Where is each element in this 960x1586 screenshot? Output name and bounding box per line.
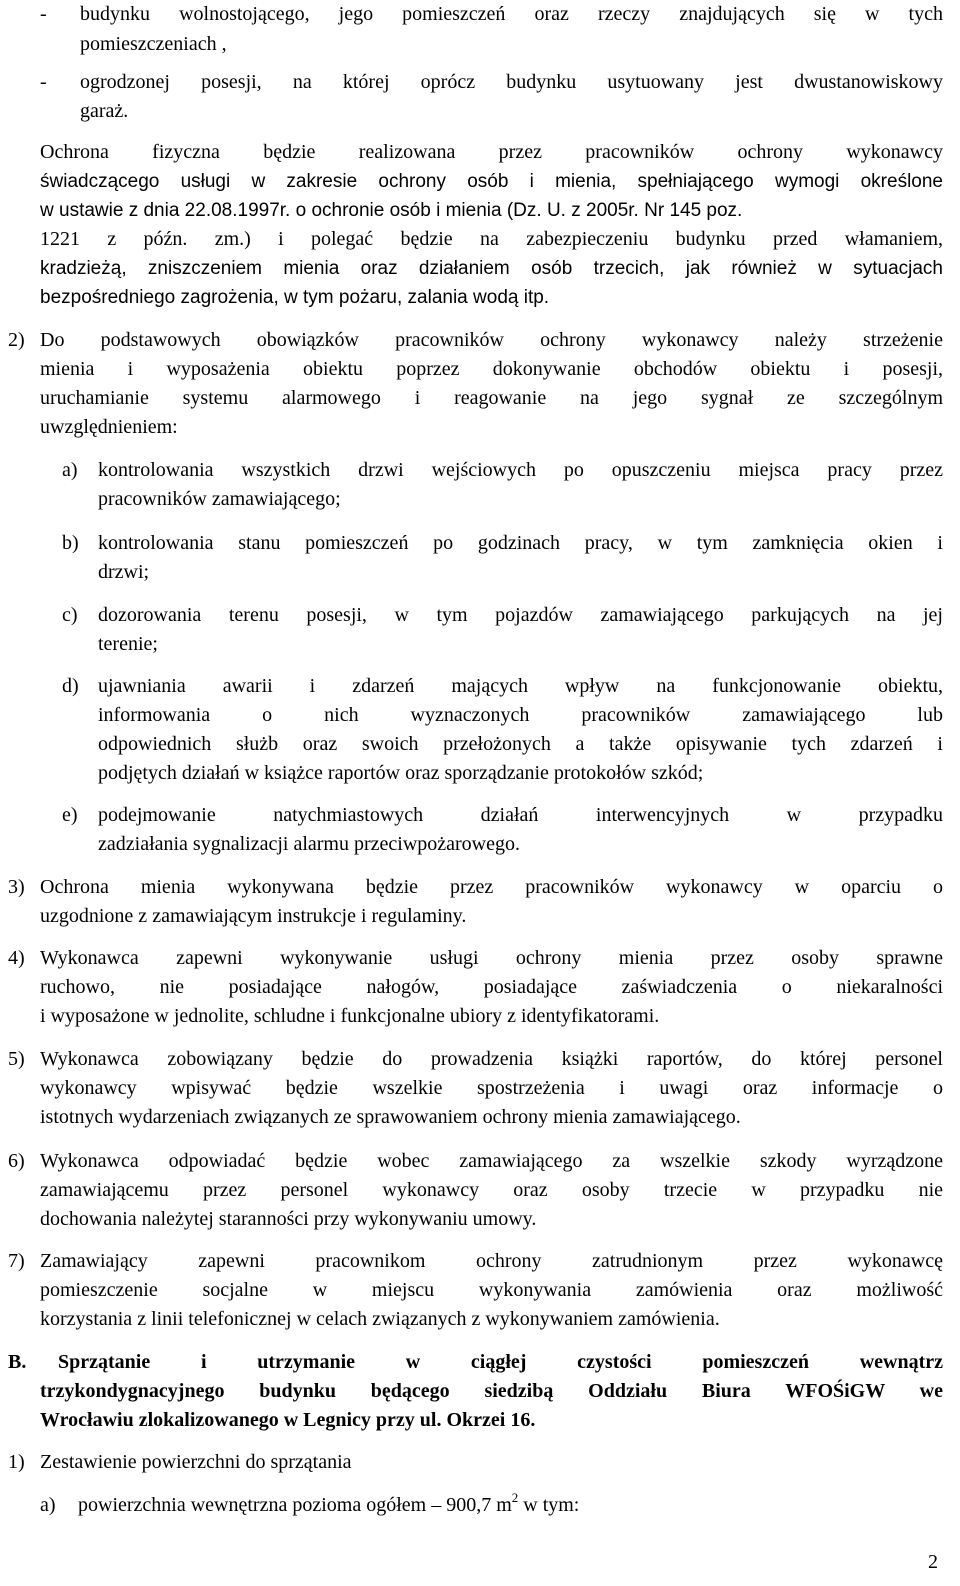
paragraph-line: świadczącego usługi w zakresie ochrony osób i mienia, spełniającego wymogi określone <box>40 171 943 192</box>
area-text-after: w tym: <box>518 1494 580 1516</box>
item-line: Do podstawowych obowiązków pracowników ochrony wykonawcy należy strzeżenie <box>40 329 943 351</box>
paragraph-line: 1221 z późn. zm.) i polegać będzie na zabezpieczeniu budynku przed włamaniem, <box>40 228 943 250</box>
subitem-letter: a) <box>62 459 78 481</box>
bullet-marker: - <box>40 3 47 25</box>
section-marker: B. <box>8 1351 27 1373</box>
subitem-line: podjętych działań w książce raportów oraz sporządzanie protokołów szkód; <box>98 762 704 784</box>
subitem-letter: a) <box>40 1494 56 1516</box>
item-line: uzgodnione z zamawiającym instrukcje i regulaminy. <box>40 905 467 927</box>
subitem-line: drzwi; <box>98 561 150 583</box>
item-number: 5) <box>8 1048 25 1070</box>
subitem-line: kontrolowania wszystkich drzwi wejściowych po opuszczeniu miejsca pracy przez <box>98 459 943 481</box>
item-number: 4) <box>8 947 25 969</box>
item-line: uruchamianie systemu alarmowego i reagowanie na jego sygnał ze szczególnym <box>40 387 943 409</box>
section-heading-line: Sprzątanie i utrzymanie w ciągłej czystości pomieszczeń wewnątrz <box>58 1351 943 1373</box>
area-superscript: 2 <box>511 1490 519 1505</box>
item-line: wykonawcy wpisywać będzie wszelkie spostrzeżenia i uwagi oraz informacje o <box>40 1077 943 1099</box>
bullet-line: ogrodzonej posesji, na której oprócz budynku usytuowany jest dwustanowiskowy <box>80 71 943 93</box>
subitem-line: podejmowanie natychmiastowych działań interwencyjnych w przypadku <box>98 804 943 826</box>
item-number: 7) <box>8 1250 25 1272</box>
page-number: 2 <box>928 1551 938 1573</box>
item-line: korzystania z linii telefonicznej w celach związanych z wykonywaniem zamówienia. <box>40 1308 720 1330</box>
subitem-line: terenie; <box>98 633 158 655</box>
subitem-line: odpowiednich służb oraz swoich przełożonych a także opisywanie tych zdarzeń i <box>98 733 943 755</box>
paragraph-line: w ustawie z dnia 22.08.1997r. o ochronie osób i mienia (Dz. U. z 2005r. Nr 145 poz. <box>40 200 743 221</box>
subitem-letter: d) <box>62 675 79 697</box>
section-heading-line: Wrocławiu zlokalizowanego w Legnicy przy ul. Okrzei 16. <box>40 1409 536 1431</box>
section-heading-line: trzykondygnacyjnego budynku będącego siedzibą Oddziału Biura WFOŚiGW we <box>40 1380 943 1402</box>
subitem-line: dozorowania terenu posesji, w tym pojazdów zamawiającego parkujących na jej <box>98 604 943 626</box>
bullet-line: garaż. <box>80 100 129 122</box>
item-line: dochowania należytej staranności przy wykonywaniu umowy. <box>40 1208 537 1230</box>
bullet-line: pomieszczeniach , <box>80 33 227 55</box>
item-line: Wykonawca zobowiązany będzie do prowadzenia książki raportów, do której personel <box>40 1048 943 1070</box>
item-number: 1) <box>8 1451 25 1473</box>
area-text: powierzchnia wewnętrzna pozioma ogółem – 900,7 m <box>78 1494 512 1516</box>
area-line <box>78 1491 579 1520</box>
item-line: Wykonawca zapewni wykonywanie usługi ochrony mienia przez osoby sprawne <box>40 947 943 969</box>
subitem-letter: e) <box>62 804 78 826</box>
bullet-marker: - <box>40 71 47 93</box>
subitem-line: informowania o nich wyznaczonych pracowników zamawiającego lub <box>98 704 943 726</box>
item-line: Zamawiający zapewni pracownikom ochrony zatrudnionym przez wykonawcę <box>40 1250 943 1272</box>
item-line: Ochrona mienia wykonywana będzie przez pracowników wykonawcy w oparciu o <box>40 876 943 898</box>
paragraph-line: bezpośredniego zagrożenia, w tym pożaru, zalania wodą itp. <box>40 287 550 308</box>
item-line: i wyposażone w jednolite, schludne i funkcjonalne ubiory z identyfikatorami. <box>40 1005 660 1027</box>
item-line: istotnych wydarzeniach związanych ze sprawowaniem ochrony mienia zamawiającego. <box>40 1106 741 1128</box>
item-line: uwzględnieniem: <box>40 416 178 438</box>
item-number: 6) <box>8 1150 25 1172</box>
item-line: Wykonawca odpowiadać będzie wobec zamawiającego za wszelkie szkody wyrządzone <box>40 1150 943 1172</box>
item-line: mienia i wyposażenia obiektu poprzez dokonywanie obchodów obiektu i posesji, <box>40 358 943 380</box>
subitem-letter: b) <box>62 532 79 554</box>
item-number: 2) <box>8 329 25 351</box>
item-line: pomieszczenie socjalne w miejscu wykonywania zamówienia oraz możliwość <box>40 1279 943 1301</box>
subitem-line: zadziałania sygnalizacji alarmu przeciwpożarowego. <box>98 833 521 855</box>
item-number: 3) <box>8 876 25 898</box>
paragraph-line: Ochrona fizyczna będzie realizowana przez pracowników ochrony wykonawcy <box>40 141 943 163</box>
subitem-line: pracowników zamawiającego; <box>98 488 341 510</box>
paragraph-line: kradzieżą, zniszczeniem mienia oraz działaniem osób trzecich, jak również w sytuacjach <box>40 258 943 279</box>
item-line: Zestawienie powierzchni do sprzątania <box>40 1451 352 1473</box>
bullet-line: budynku wolnostojącego, jego pomieszczeń oraz rzeczy znajdujących się w tych <box>80 3 943 25</box>
item-line: zamawiającemu przez personel wykonawcy oraz osoby trzecie w przypadku nie <box>40 1179 943 1201</box>
subitem-line: ujawniania awarii i zdarzeń mających wpływ na funkcjonowanie obiektu, <box>98 675 943 697</box>
subitem-line: kontrolowania stanu pomieszczeń po godzinach pracy, w tym zamknięcia okien i <box>98 532 943 554</box>
item-line: ruchowo, nie posiadające nałogów, posiadające zaświadczenia o niekaralności <box>40 976 943 998</box>
subitem-letter: c) <box>62 604 78 626</box>
